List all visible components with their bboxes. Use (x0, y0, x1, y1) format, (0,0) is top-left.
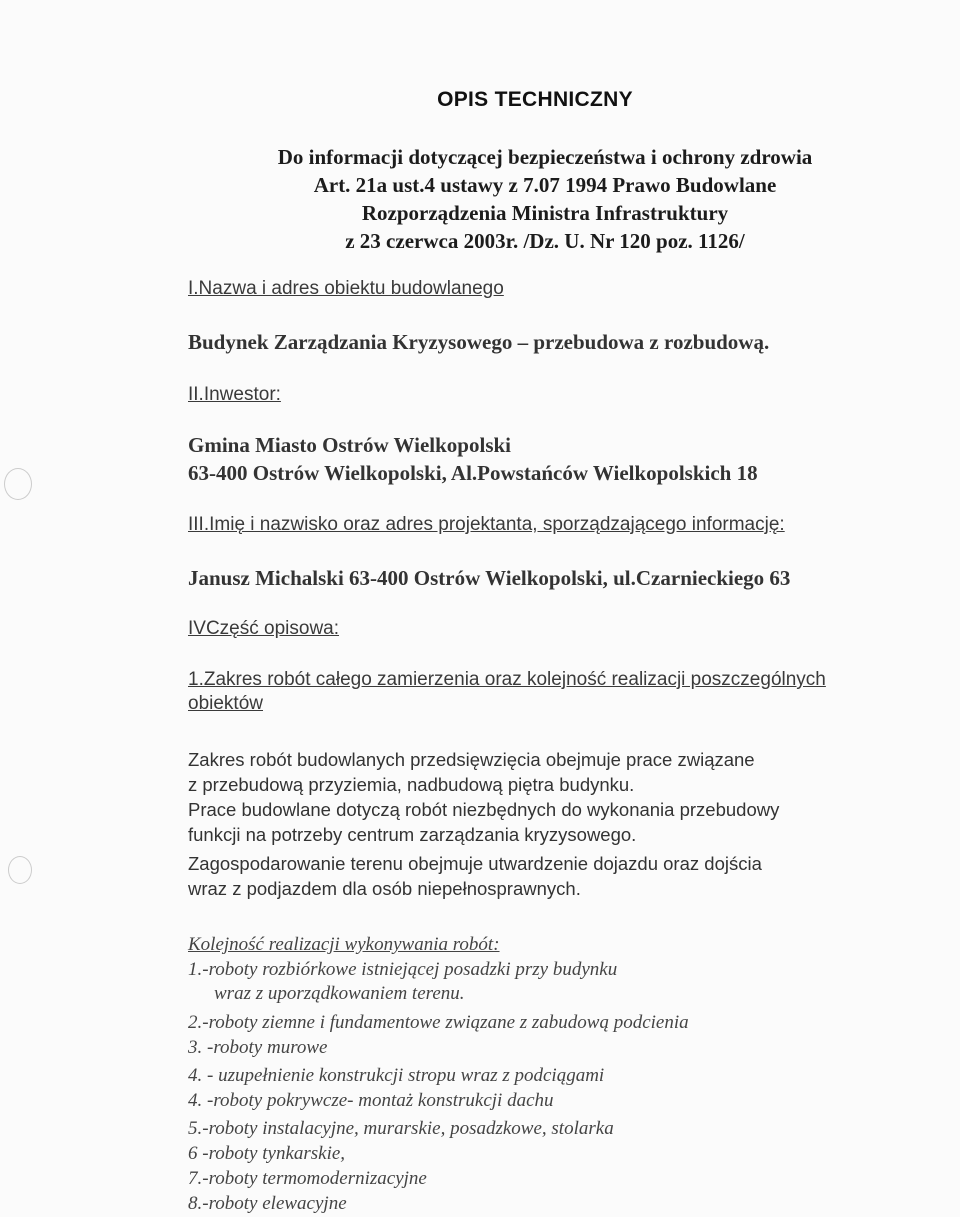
designer-name-address: Janusz Michalski 63-400 Ostrów Wielkopolski, ul.Czarnieckiego 63 (188, 566, 791, 590)
body-line: Zagospodarowanie terenu obejmuje utwardzenie dojazdu oraz dojścia (188, 853, 762, 874)
sequence-item: 4. - uzupełnienie konstrukcji stropu wraz z podciągami (188, 1065, 605, 1086)
legal-basis-line: Do informacji dotyczącej bezpieczeństwa i ochrony zdrowia (277, 145, 813, 169)
document-title: OPIS TECHNICZNY (437, 88, 633, 111)
sequence-item: 4. -roboty pokrywcze- montaż konstrukcji dachu (188, 1090, 554, 1111)
sequence-item: 1.-roboty rozbiórkowe istniejącej posadzki przy budynku (188, 959, 618, 980)
legal-basis-line: Rozporządzenia Ministra Infrastruktury (361, 201, 729, 225)
section-2-heading: II.Inwestor: (188, 384, 281, 405)
body-line: z przebudową przyziemia, nadbudową piętra budynku. (188, 774, 635, 795)
sequence-item: 6 -roboty tynkarskie, (188, 1143, 346, 1164)
sequence-item: wraz z uporządkowaniem terenu. (214, 983, 465, 1004)
sequence-item: 3. -roboty murowe (188, 1037, 328, 1058)
scope-heading: obiektów (188, 693, 263, 714)
body-line: wraz z podjazdem dla osób niepełnosprawnych. (188, 878, 581, 899)
legal-basis-line: Art. 21a ust.4 ustawy z 7.07 1994 Prawo Budowlane (313, 173, 777, 197)
scan-punch-hole-mark (4, 468, 32, 500)
scan-punch-hole-mark (8, 856, 32, 884)
section-3-heading: III.Imię i nazwisko oraz adres projektanta, sporządzającego informację: (188, 514, 785, 535)
section-1-heading: I.Nazwa i adres obiektu budowlanego (188, 278, 504, 299)
body-line: Prace budowlane dotyczą robót niezbędnych do wykonania przebudowy (188, 799, 780, 820)
body-line: Zakres robót budowlanych przedsięwzięcia obejmuje prace związane (188, 749, 755, 770)
investor-name: Gmina Miasto Ostrów Wielkopolski (188, 433, 512, 457)
sequence-item: 7.-roboty termomodernizacyjne (188, 1168, 427, 1189)
investor-address: 63-400 Ostrów Wielkopolski, Al.Powstańców Wielkopolskich 18 (188, 461, 758, 485)
sequence-item: 5.-roboty instalacyjne, murarskie, posadzkowe, stolarka (188, 1118, 614, 1139)
body-line: funkcji na potrzeby centrum zarządzania kryzysowego. (188, 824, 637, 845)
sequence-heading: Kolejność realizacji wykonywania robót: (188, 934, 500, 955)
object-name: Budynek Zarządzania Kryzysowego – przebudowa z rozbudową. (188, 330, 770, 354)
section-4-heading: IVCzęść opisowa: (188, 618, 340, 639)
sequence-item: 8.-roboty elewacyjne (188, 1193, 347, 1214)
sequence-item: 2.-roboty ziemne i fundamentowe związane z zabudową podcienia (188, 1012, 689, 1033)
scope-heading: 1.Zakres robót całego zamierzenia oraz kolejność realizacji poszczególnych (188, 669, 826, 690)
legal-basis-line: z 23 czerwca 2003r. /Dz. U. Nr 120 poz. 1126/ (345, 229, 745, 253)
